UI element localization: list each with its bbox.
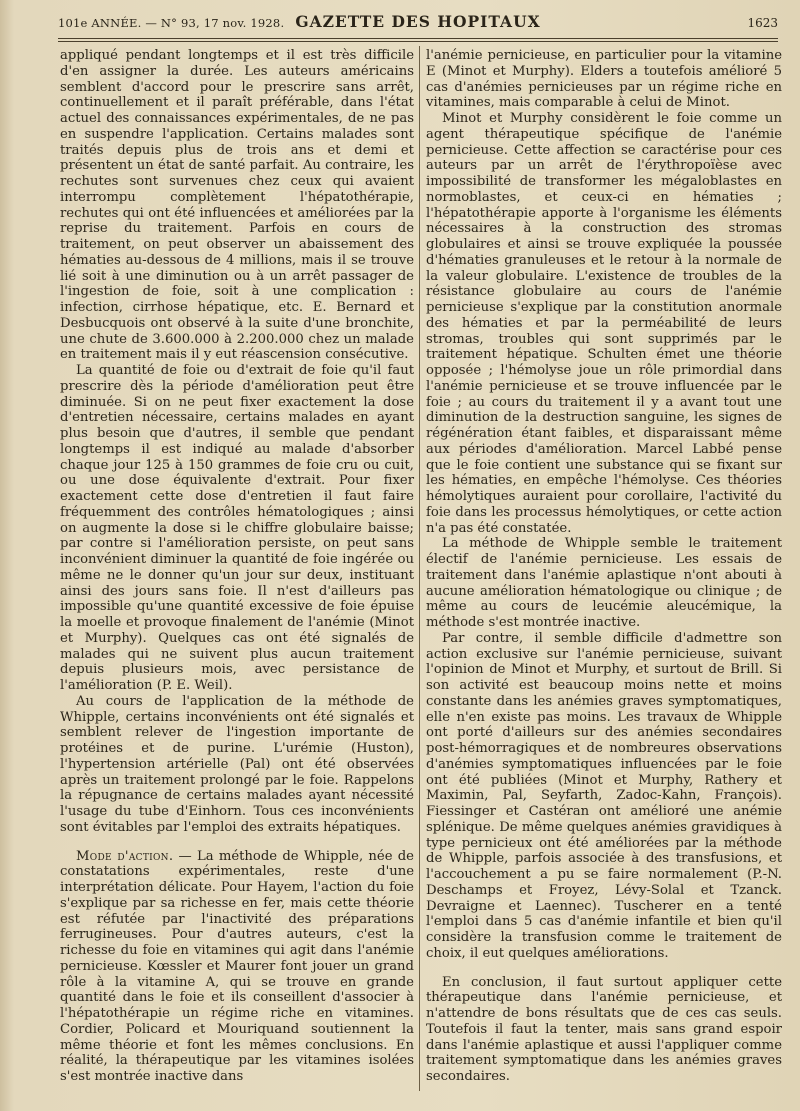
paragraph-text: — La méthode de Whipple, née de constatations expérimentales, reste d'une interprétation délicate. Pour Hayem, l'action du foie s'explique par sa richesse en fer, mais cette théorie est réfutée par l'inactivité des préparations ferrugineuses. Pour d'autres auteurs, c'est la richesse du foie en vitamines qui agit dans l'anémie pernicieuse. Kœssler et Maurer font jouer un grand rôle à la vitamine A, qui se trouve en grande quantité dans le foie et ils conseillent d'associer à l'hépatothérapie un régime riche en vitamines. Cordier, Policard et Mouriquand soutiennent la même théorie et font les mêmes conclusions. En réalité, la thérapeutique par les vitamines isolées s'est montrée inactive dans <box>60 848 414 1084</box>
header-rule <box>58 38 778 42</box>
journal-title: GAZETTE DES HOPITAUX <box>295 12 541 31</box>
paragraph: La méthode de Whipple semble le traitement électif de l'anémie pernicieuse. Les essais de traitement dans l'anémie aplastique n'ont abouti à aucune amélioration hématologique ou clinique ; de même au cours de leucémie aleucémique, la méthode s'est montrée inactive. <box>426 536 782 630</box>
column-divider <box>419 46 420 1091</box>
paragraph: l'anémie pernicieuse, en particulier pour la vitamine E (Minot et Murphy). Elders a toutefois amélioré 5 cas d'anémies pernicieuses par un régime riche en vitamines, mais comparable à celui de Minot. <box>426 48 782 111</box>
paragraph-mode-action <box>60 849 414 1085</box>
right-column <box>426 48 782 1085</box>
paragraph: Minot et Murphy considèrent le foie comme un agent thérapeutique spécifique de l'anémie pernicieuse. Cette affection se caractérise pour ces auteurs par un arrêt de l'érythropoïèse avec impossibilité de transformer les mégaloblastes en normoblastes, et ceux-ci en hématies ; l'hépatothérapie apporte à l'organisme les éléments nécessaires à la construction des stromas globulaires et ainsi se trouve expliquée la poussée d'hématies granuleuses et le retour à la normale de la valeur globulaire. L'existence de troubles de la résistance globulaire au cours de l'anémie pernicieuse s'explique par la constitution anormale des hématies et par la perméabilité de leurs stromas, troubles qui sont supprimés par le traitement hépatique. Schulten émet une théorie opposée ; l'hémolyse joue un rôle primordial dans l'anémie pernicieuse et se trouve influencée par le foie ; au cours du traitement il y a avant tout une diminution de la destruction sanguine, les signes de régénération étant faibles, et disparaissant même aux périodes d'amélioration. Marcel Labbé pense que le foie contient une substance qui se fixant sur les hématies, en empêche l'hémolyse. Ces théories hémolytiques auraient pour corollaire, l'activité du foie dans les processus hémolytiques, or cette action n'a pas été constatée. <box>426 111 782 536</box>
paragraph: Par contre, il semble difficile d'admettre son action exclusive sur l'anémie pernicieuse, suivant l'opinion de Minot et Murphy, et surtout de Brill. Si son activité est beaucoup moins nette et moins constante dans les anémies graves symptomatiques, elle n'en existe pas moins. Les travaux de Whipple ont porté d'ailleurs sur des anémies secondaires post-hémorragiques et de nombreures observations d'anémies symptomatiques influencées par le foie ont été publiées (Minot et Murphy, Rathery et Maximin, Pal, Seyfarth, Zadoc-Kahn, François). Fiessinger et Castéran ont amélioré une anémie splénique. De même quelques anémies gravidiques à type pernicieux ont été améliorées par la méthode de Whipple, parfois associée à des transfusions, et l'accouchement a pu se faire normalement (P.-N. Deschamps et Froyez, Lévy-Solal et Tzanck. Devraigne et Laennec). Tuscherer en a tenté l'emploi dans 5 cas d'anémie infantile et bien qu'il considère la transfusion comme le traitement de choix, il eut quelques améliorations. <box>426 630 782 961</box>
paragraph: La quantité de foie ou d'extrait de foie qu'il faut prescrire dès la période d'amélioration peut être diminuée. Si on ne peut fixer exactement la dose d'entretien nécessaire, certains malades en ayant plus besoin que d'autres, il semble que pendant longtemps il est indiqué au malade d'absorber chaque jour 125 à 150 grammes de foie cru ou cuit, ou une dose équivalente d'extrait. Pour fixer exactement cette dose d'entretien il faut faire fréquemment des contrôles hématologiques ; ainsi on augmente la dose si le chiffre globulaire baisse; par contre si l'amélioration persiste, on peut sans inconvénient diminuer la quantité de foie ingérée ou même ne le donner qu'un jour sur deux, instituant ainsi des jours sans foie. Il n'est d'ailleurs pas impossible qu'une quantité excessive de foie épuise la moelle et provoque finalement de l'anémie (Minot et Murphy). Quelques cas ont été signalés de malades qui ne suivent plus aucun traitement depuis plusieurs mois, avec persistance de l'amélioration (P. E. Weil). <box>60 363 414 693</box>
issue-info: 101e ANNÉE. — N° 93, 17 nov. 1928. <box>58 16 285 30</box>
page-number: 1623 <box>747 16 778 30</box>
paragraph-conclusion: En conclusion, il faut surtout appliquer cette thérapeutique dans l'anémie pernicieuse, et n'attendre de bons résultats que de ces cas seuls. Toutefois il faut la tenter, mais sans grand espoir dans l'anémie aplastique et aussi l'appliquer comme traitement symptomatique dans les anémies graves secondaires. <box>426 974 782 1084</box>
left-column <box>60 48 414 1085</box>
paragraph: appliqué pendant longtemps et il est très difficile d'en assigner la durée. Les auteurs américains semblent d'accord pour le prescrire sans arrêt, continuellement et il paraît préférable, dans l'état actuel des connaissances expérimentales, de ne pas en suspendre l'application. Certains malades sont traités depuis plus de trois ans et demi et présentent un état de santé parfait. Au contraire, les rechutes sont survenues chez ceux qui avaient interrompu complètement l'hépatothérapie, rechutes qui ont été influencées et améliorées par la reprise du traitement. Parfois en cours de traitement, on peut observer un abaissement des hématies au-dessous de 4 millions, mais il se trouve lié soit à une diminution ou à un arrêt passager de l'ingestion de foie, soit à une complication : infection, cirrhose hépatique, etc. E. Bernard et Desbucquois ont observé à la suite d'une bronchite, une chute de 3.600.000 à 2.200.000 chez un malade en traitement mais il y eut réascension consécutive. <box>60 48 414 363</box>
paragraph: Au cours de l'application de la méthode de Whipple, certains inconvénients ont été signalés et semblent relever de l'ingestion importante de protéines et de purine. L'urémie (Huston), l'hypertension artérielle (Pal) ont été observées après un traitement prolongé par le foie. Rappelons la répugnance de certains malades ayant nécessité l'usage du tube d'Einhorn. Tous ces inconvénients sont évitables par l'emploi des extraits hépatiques. <box>60 693 414 835</box>
section-heading: Mode d'action. <box>76 848 174 864</box>
page-header <box>58 10 778 36</box>
